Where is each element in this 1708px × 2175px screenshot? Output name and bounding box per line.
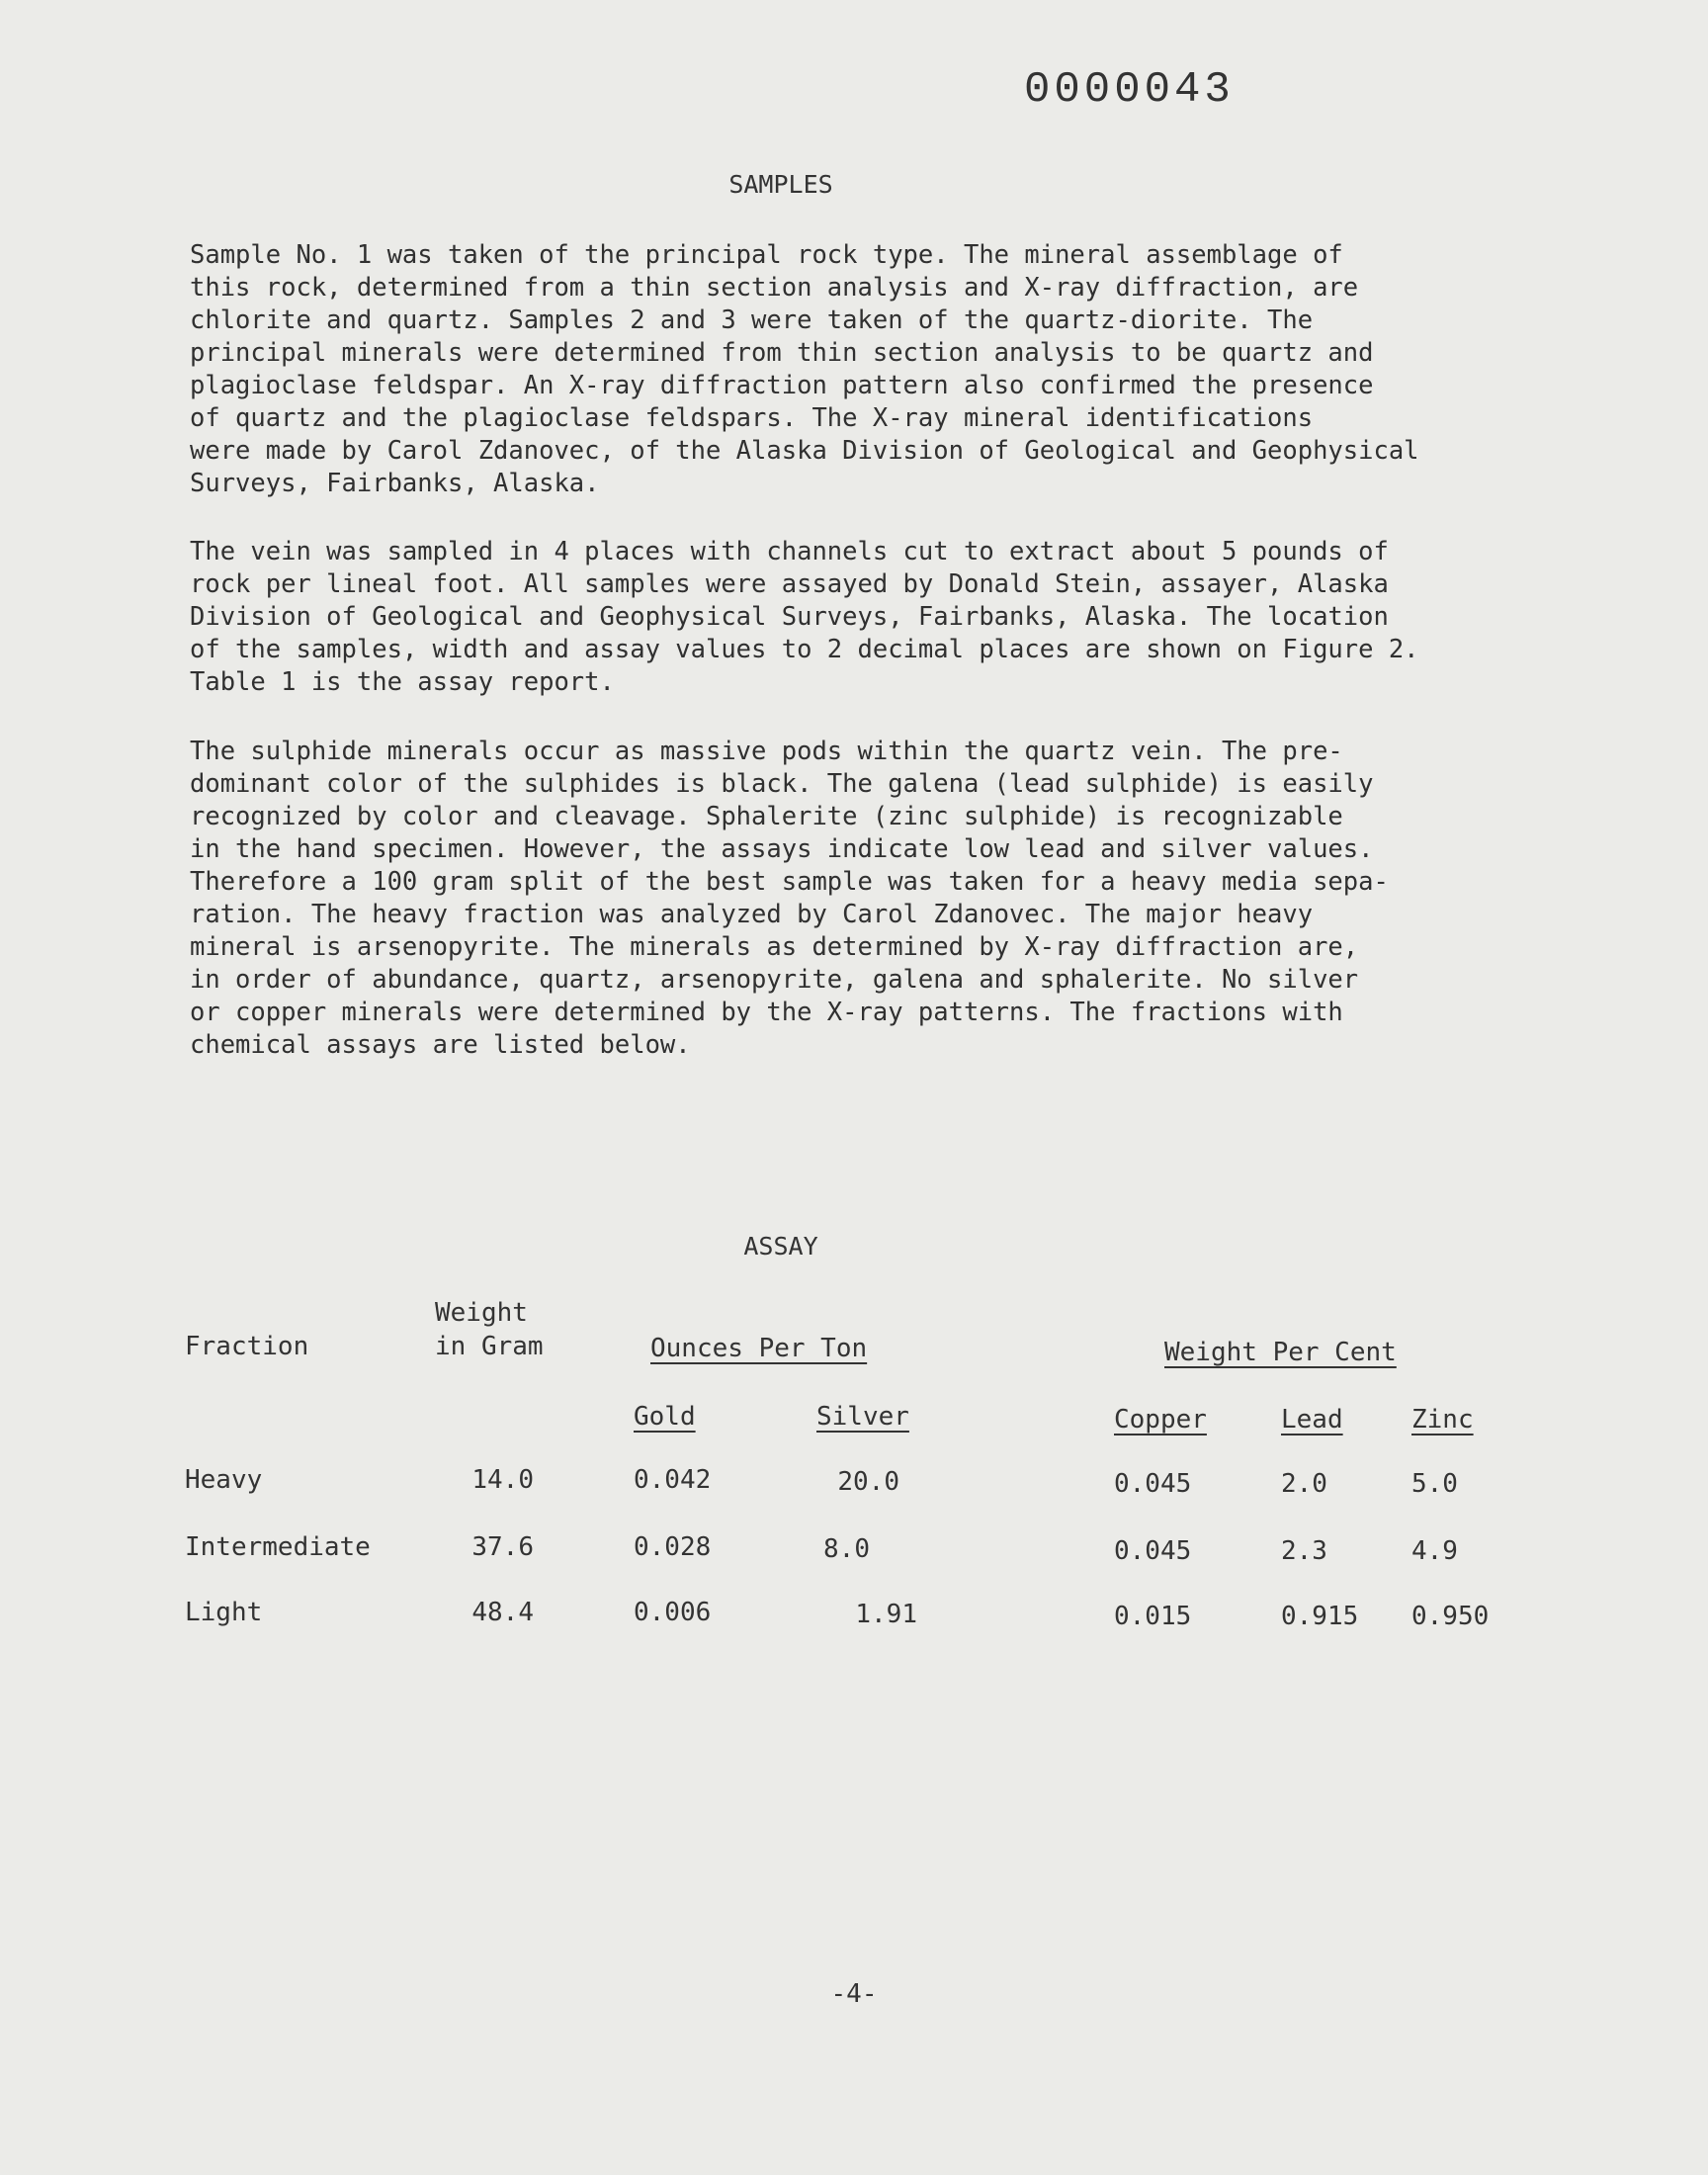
header-gold: Gold	[634, 1402, 696, 1432]
samples-heading: SAMPLES	[728, 170, 833, 199]
document-number: 0000043	[1024, 65, 1235, 115]
row-intermediate-copper: 0.045	[1114, 1536, 1192, 1566]
row-light-fraction: Light	[185, 1598, 263, 1627]
header-weight-per-cent: Weight Per Cent	[1164, 1338, 1397, 1367]
row-intermediate-gold: 0.028	[634, 1532, 712, 1562]
header-lead: Lead	[1281, 1405, 1343, 1435]
row-intermediate-weight: 37.6	[471, 1532, 534, 1562]
row-intermediate-zinc: 4.9	[1411, 1536, 1458, 1566]
header-weight-line2: in Gram	[435, 1332, 544, 1361]
row-light-weight: 48.4	[471, 1598, 534, 1627]
row-intermediate-fraction: Intermediate	[185, 1532, 371, 1562]
row-light-copper: 0.015	[1114, 1602, 1192, 1631]
row-light-silver: 1.91	[855, 1600, 917, 1629]
header-silver: Silver	[816, 1402, 909, 1432]
page-number: -4-	[830, 1979, 878, 2009]
row-heavy-zinc: 5.0	[1411, 1469, 1458, 1499]
header-ounces-per-ton: Ounces Per Ton	[650, 1334, 868, 1363]
row-heavy-gold: 0.042	[634, 1465, 712, 1495]
row-heavy-copper: 0.045	[1114, 1469, 1192, 1499]
row-heavy-fraction: Heavy	[185, 1465, 263, 1495]
row-light-lead: 0.915	[1281, 1602, 1359, 1631]
header-zinc: Zinc	[1411, 1405, 1474, 1435]
header-weight-line1: Weight	[435, 1298, 528, 1328]
row-heavy-lead: 2.0	[1281, 1469, 1327, 1499]
row-intermediate-silver: 8.0	[823, 1534, 870, 1564]
paragraph-samples: Sample No. 1 was taken of the principal rock type. The mineral assemblage of this rock, determined from a thin section analysis and X-ray diffraction, are chlorite and quartz. Samples 2 and 3 were taken of the quartz-diorite. The principal minerals were determined from thin section analysis to be quartz and plagioclase feldspar. An X-ray diffraction pattern also confirmed the presence of quartz and the plagioclase feldspars. The X-ray mineral identifications were made by Carol Zdanovec, of the Alaska Division of Geological and Geophysical Surveys, Fairbanks, Alaska.	[190, 240, 1419, 498]
paragraph-sulphides: The sulphide minerals occur as massive pods within the quartz vein. The pre- dominant color of the sulphides is black. The galena (lead sulphide) is easily recognized by color and cleavage. Sphalerite (zinc sulphide) is recognizable in the hand specimen. However, the assays indicate low lead and silver values. Therefore a 100 gram split of the best sample was taken for a heavy media sepa- ration. The heavy fraction was analyzed by Carol Zdanovec. The major heavy mineral is arsenopyrite. The minerals as determined by X-ray diffraction are, in order of abundance, quartz, arsenopyrite, galena and sphalerite. No silver or copper minerals were determined by the X-ray patterns. The fractions with chemical assays are listed below.	[190, 737, 1389, 1060]
row-heavy-silver: 20.0	[837, 1467, 899, 1497]
row-heavy-weight: 14.0	[471, 1465, 534, 1495]
row-light-gold: 0.006	[634, 1598, 712, 1627]
row-intermediate-lead: 2.3	[1281, 1536, 1327, 1566]
assay-heading: ASSAY	[743, 1232, 818, 1261]
header-copper: Copper	[1114, 1405, 1207, 1435]
header-fraction: Fraction	[185, 1332, 309, 1361]
row-light-zinc: 0.950	[1411, 1602, 1490, 1631]
paragraph-vein: The vein was sampled in 4 places with channels cut to extract about 5 pounds of rock per lineal foot. All samples were assayed by Donald Stein, assayer, Alaska Division of Geological and Geophysical Surveys, Fairbanks, Alaska. The location of the samples, width and assay values to 2 decimal places are shown on Figure 2. Table 1 is the assay report.	[190, 537, 1419, 697]
